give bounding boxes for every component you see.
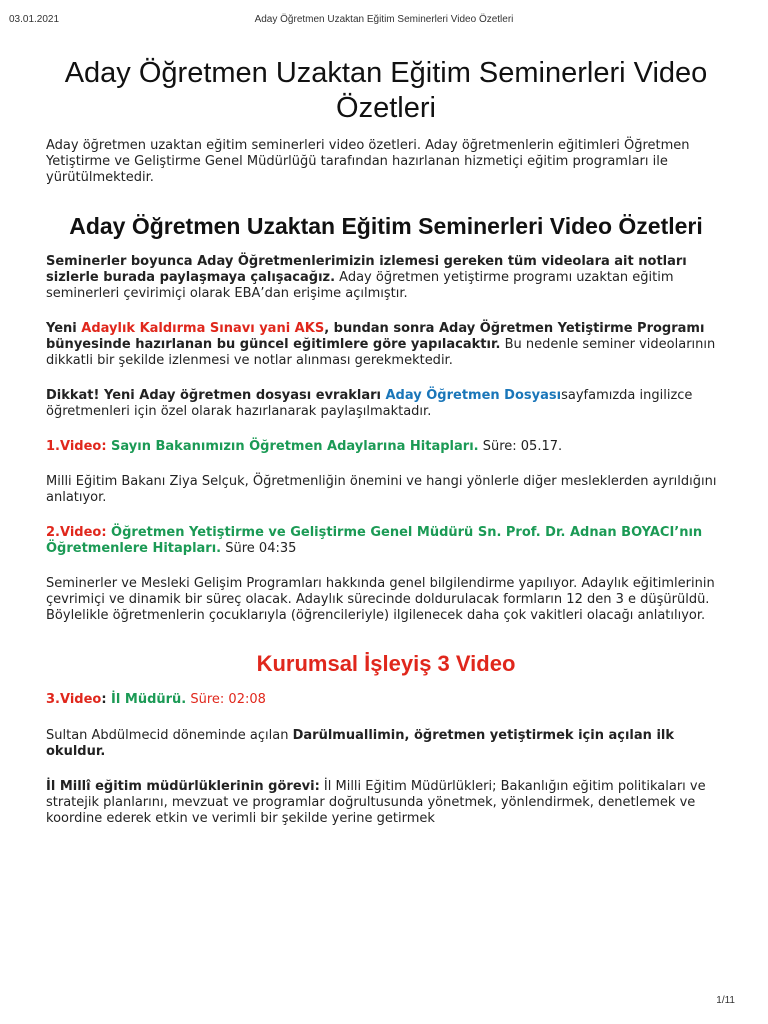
video-label: 2.Video:	[46, 525, 107, 540]
body-text: Bu nedenle seminer videolarının dikkatli bir şekilde izlenmesi ve notlar alınması gerekmektedir.	[46, 337, 716, 368]
video-duration: Süre: 05.17	[478, 439, 559, 454]
bold-text: , bundan sonra Aday Öğretmen Yetiştirme Programı bünyesinde hazırlanan bu güncel eğitimlere göre yapılacaktır.	[46, 321, 705, 352]
video-1-description: Milli Eğitim Bakanı Ziya Selçuk, Öğretmenliğin önemini ve hangi yönlerle diğer mesleklerden ayrıldığını anlatıyor.	[46, 474, 717, 505]
page-title: Aday Öğretmen Uzaktan Eğitim Seminerleri Video Özetleri	[64, 57, 708, 124]
body-text: Sultan Abdülmecid döneminde açılan	[46, 728, 293, 743]
video-duration: Süre: 02:08	[186, 692, 266, 707]
video-3-heading	[46, 692, 726, 708]
body-text: İl Milli Eğitim Müdürlükleri; Bakanlığın eğitim politikaları ve stratejik planlarını, mevzuat ve programlar doğrultusunda yönetmek, yönlendirmek, denetlemek ve koordine ederek etkin ve verimli bir şekilde yerine getirmek	[46, 779, 706, 826]
video-title: Öğretmen Yetiştirme ve Geliştirme Genel Müdürü Sn. Prof. Dr. Adnan BOYACI’nın Öğretmenlere Hitapları.	[46, 525, 703, 556]
aks-link[interactable]: Adaylık Kaldırma Sınavı yani AKS	[81, 321, 325, 336]
section-title: Aday Öğretmen Uzaktan Eğitim Seminerleri Video Özetleri	[69, 213, 703, 239]
bold-text: Seminerler boyunca Aday Öğretmenlerimizin izlemesi gereken tüm videolara ait notları sizlerle burada paylaşmaya çalışacağız.	[46, 254, 687, 285]
video-2-description: Seminerler ve Mesleki Gelişim Programları hakkında genel bilgilendirme yapılıyor. Adaylık eğitimlerinin çevrimiçi ve dinamik bir süreç olacak. Adaylık sürecinde doldurulacak formların 12 den 3 e düşürüldü. Böylelikle öğretmenlerin çocuklarıyla (öğrencileriyle) ilgilenecek daha çok vakitleri olacağı anlatılıyor.	[46, 576, 715, 623]
period: .	[558, 439, 563, 454]
paragraph-seminerler	[46, 254, 726, 302]
video-1-heading	[46, 439, 726, 455]
paragraph-darulmuallimin	[46, 728, 726, 760]
paragraph-aks	[46, 321, 726, 369]
aday-ogretmen-dosyasi-link[interactable]: Aday Öğretmen Dosyası	[385, 388, 562, 403]
kurumsal-isleyis-title: Kurumsal İşleyiş 3 Video	[256, 651, 516, 676]
video-label: 3.Video	[46, 692, 102, 707]
video-duration: Süre 04:35	[221, 541, 297, 556]
body-text: Aday öğretmen yetiştirme programı uzaktan eğitim seminerleri çevirimiçi olarak EBA’dan erişime açılmıştır.	[46, 270, 674, 301]
page-number: 1/11	[716, 995, 735, 1006]
video-title: Sayın Bakanımızın Öğretmen Adaylarına Hitapları.	[106, 439, 479, 454]
body-text: sayfamızda ingilizce öğretmenleri için özel olarak hazırlanarak paylaşılmaktadır.	[46, 388, 693, 419]
colon: :	[101, 692, 107, 707]
bold-text: Dikkat! Yeni Aday öğretmen dosyası evrakları	[46, 388, 386, 403]
print-date: 03.01.2021	[9, 14, 60, 25]
intro-paragraph: Aday öğretmen uzaktan eğitim seminerleri video özetleri. Aday öğretmenlerin eğitimleri Öğretmen Yetiştirme ve Geliştirme Genel Müdürlüğü tarafından hazırlanan hizmetiçi eğitim programları ile yürütülmektedir.	[46, 138, 690, 185]
video-label: 1.Video:	[46, 439, 107, 454]
bold-text: Yeni	[46, 321, 82, 336]
bold-text: Darülmuallimin, öğretmen yetiştirmek için açılan ilk okuldur.	[46, 728, 674, 759]
video-title: İl Müdürü.	[106, 692, 187, 707]
paragraph-dikkat	[46, 388, 726, 420]
print-header-title: Aday Öğretmen Uzaktan Eğitim Seminerleri Video Özetleri	[254, 14, 514, 25]
bold-text: İl Millî eğitim müdürlüklerinin görevi:	[46, 779, 320, 794]
document-content	[46, 56, 726, 827]
video-2-heading	[46, 525, 726, 557]
paragraph-il-mem-gorevi	[46, 779, 726, 827]
